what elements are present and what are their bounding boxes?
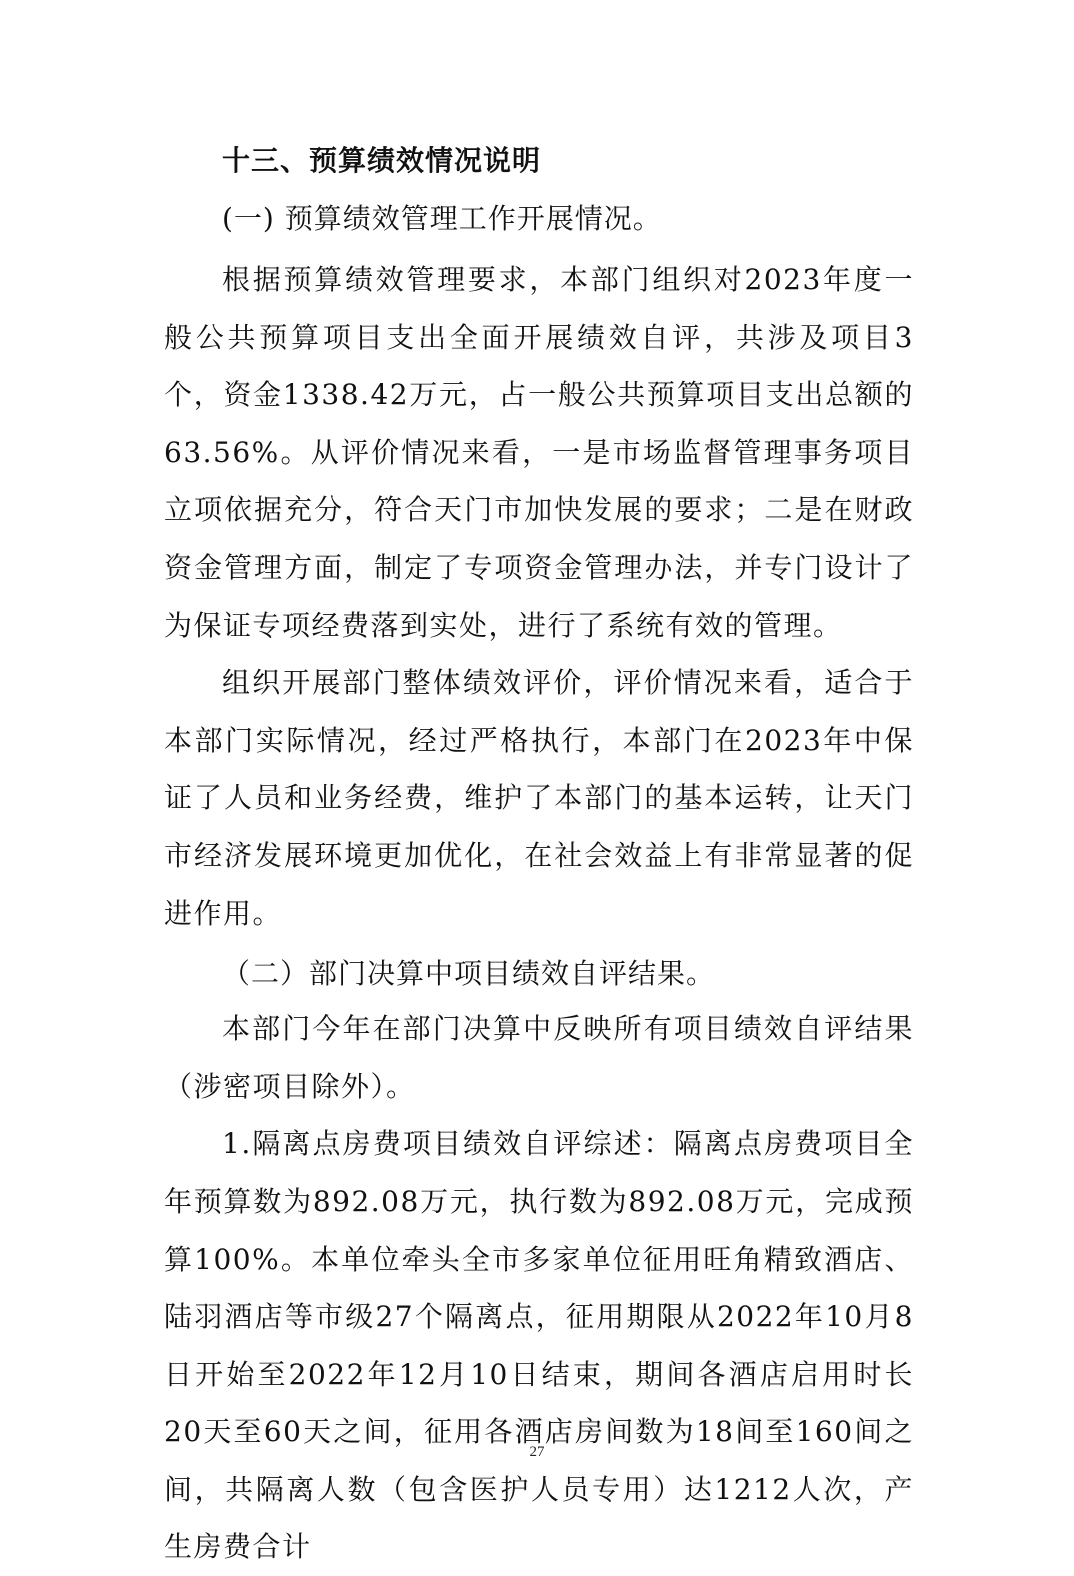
section-title: 十三、预算绩效情况说明 xyxy=(222,144,542,177)
paragraph-self-evaluation-results: 本部门今年在部门决算中反映所有项目绩效自评结果（涉密项目除外）。 xyxy=(164,1012,914,1103)
subsection-title-2: （二）部门决算中项目绩效自评结果。 xyxy=(222,957,716,991)
page-number: 27 xyxy=(529,1444,545,1460)
paragraph-budget-performance: 根据预算绩效管理要求，本部门组织对2023年度一般公共预算项目支出全面开展绩效自评，共涉及项目3个，资金1338.42万元，占一般公共预算项目支出总额的63.56%。从评价情况来看，一是市场监督管理事务项目立项依据充分，符合天门市加快发展的要求；二是在财政资金管理方面，制定了专项资金管理办法，并专门设计了为保证专项经费落到实处，进行了系统有效的管理。 xyxy=(164,263,914,642)
paragraph-isolation-project: 1.隔离点房费项目绩效自评综述：隔离点房费项目全年预算数为892.08万元，执行数为892.08万元，完成预算100%。本单位牵头全市多家单位征用旺角精致酒店、陆羽酒店等市级27个隔离点，征用期限从2022年10月8日开始至2022年12月10日结束，期间各酒店启用时长20天至60天之间，征用各酒店房间数为18间至160间之间，共隔离人数（包含医护人员专用）达1212人次，产生房费合计 xyxy=(164,1127,914,1564)
document-body xyxy=(164,135,914,1576)
subsection-title-1: (一) 预算绩效管理工作开展情况。 xyxy=(222,202,662,235)
paragraph-department-evaluation: 组织开展部门整体绩效评价，评价情况来看，适合于本部门实际情况，经过严格执行，本部门在2023年中保证了人员和业务经费，维护了本部门的基本运转，让天门市经济发展环境更加优化，在社会效益上有非常显著的促进作用。 xyxy=(164,666,914,930)
